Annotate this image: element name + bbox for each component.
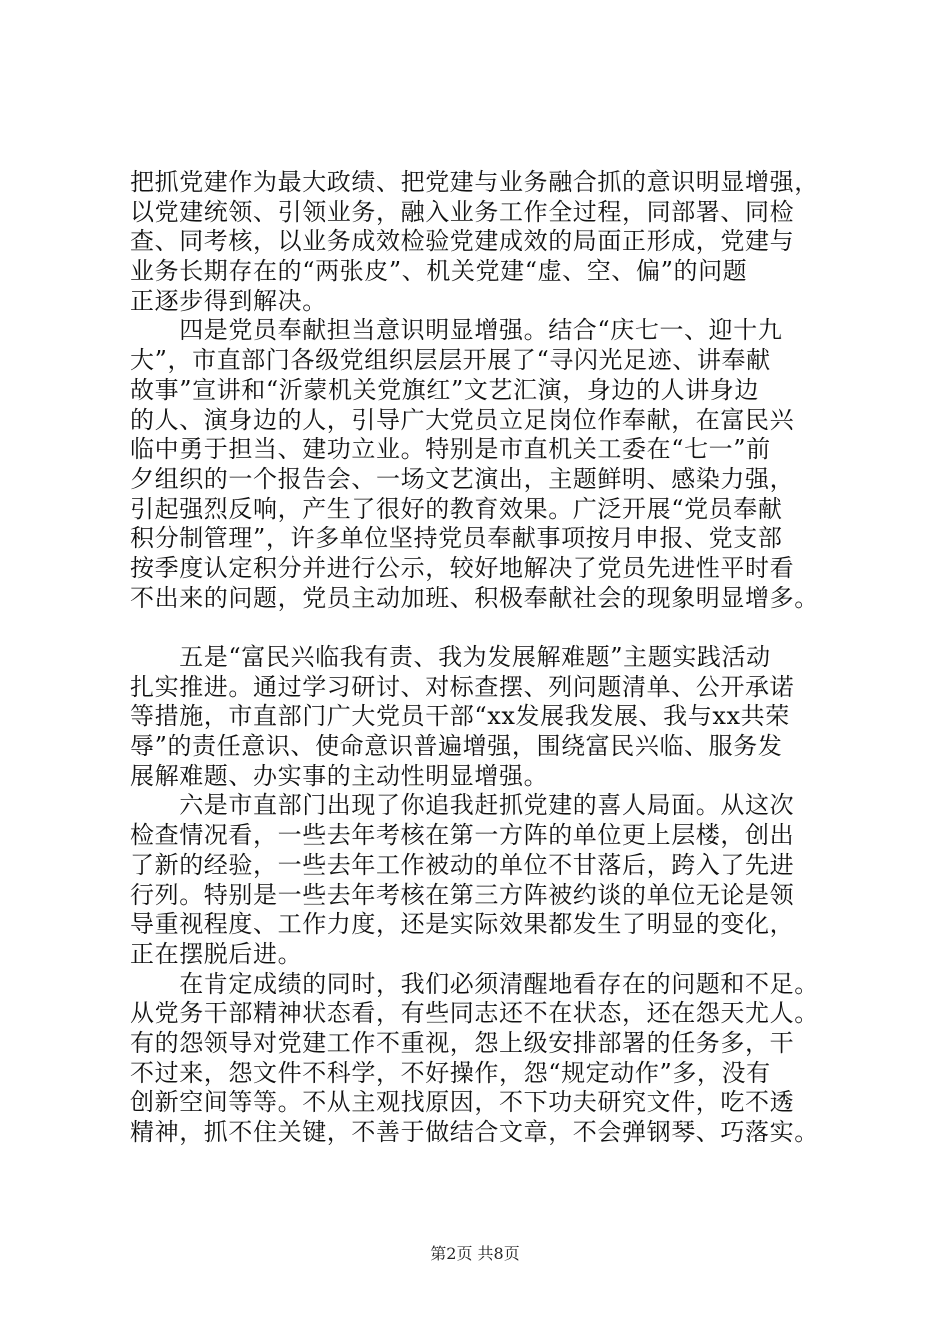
- text-line: 正逐步得到解决。: [130, 286, 327, 315]
- text-line: 夕组织的一个报告会、一场文艺演出，主题鲜明、感染力强，: [130, 464, 795, 493]
- text-line: 积分制管理”，许多单位坚持党员奉献事项按月申报、党支部: [130, 524, 783, 553]
- text-line: 检查情况看，一些去年考核在第一方阵的单位更上层楼，创出: [130, 821, 795, 850]
- text-line: 等措施，市直部门广大党员干部“xx发展我发展、我与xx共荣: [130, 702, 790, 731]
- text-line: 以党建统领、引领业务，融入业务工作全过程，同部署、同检: [130, 197, 795, 226]
- text-line: 正在摆脱后进。: [130, 939, 303, 968]
- text-line: 查、同考核，以业务成效检验党建成效的局面正形成，党建与: [130, 227, 795, 256]
- text-line: 从党务干部精神状态看，有些同志还不在状态，还在怨天尤人。: [130, 999, 819, 1028]
- text-line: 临中勇于担当、建功立业。特别是市直机关工委在“七一”前: [130, 435, 771, 464]
- text-line: 导重视程度、工作力度，还是实际效果都发生了明显的变化，: [130, 910, 795, 939]
- text-line: 五是“富民兴临我有责、我为发展解难题”主题实践活动: [130, 643, 771, 671]
- text-line: 不过来，怨文件不科学，不好操作，怨“规定动作”多，没有: [130, 1058, 771, 1087]
- text-line: 大”，市直部门各级党组织层层开展了“寻闪光足迹、讲奉献: [130, 346, 771, 375]
- text-line: 行列。特别是一些去年考核在第三方阵被约谈的单位无论是领: [130, 880, 795, 909]
- text-line: 有的怨领导对党建工作不重视，怨上级安排部署的任务多，干: [130, 1028, 795, 1057]
- text-line: 的人、演身边的人，引导广大党员立足岗位作奉献，在富民兴: [130, 405, 795, 434]
- text-line: 引起强烈反响，产生了很好的教育效果。广泛开展“党员奉献: [130, 494, 783, 523]
- text-line: 业务长期存在的“两张皮”、机关党建“虚、空、偏”的问题: [130, 257, 748, 286]
- text-line: 四是党员奉献担当意识明显增强。结合“庆七一、迎十九: [130, 316, 783, 345]
- text-line: 故事”宣讲和“沂蒙机关党旗红”文艺汇演，身边的人讲身边: [130, 375, 760, 404]
- text-line: 把抓党建作为最大政绩、把党建与业务融合抓的意识明显增强，: [130, 168, 819, 196]
- text-line: 了新的经验，一些去年工作被动的单位不甘落后，跨入了先进: [130, 850, 795, 879]
- text-line: 按季度认定积分并进行公示，较好地解决了党员先进性平时看: [130, 553, 795, 582]
- page-number: 第2页 共8页: [430, 1244, 520, 1263]
- text-line: 精神，抓不住关键，不善于做结合文章，不会弹钢琴、巧落实。: [130, 1118, 819, 1146]
- text-line: 在肯定成绩的同时，我们必须清醒地看存在的问题和不足。: [130, 969, 819, 998]
- text-line: 创新空间等等。不从主观找原因，不下功夫研究文件，吃不透: [130, 1088, 795, 1117]
- text-line: 不出来的问题，党员主动加班、积极奉献社会的现象明显增多。: [130, 583, 819, 612]
- text-line: 扎实推进。通过学习研讨、对标查摆、列问题清单、公开承诺: [130, 672, 795, 701]
- text-line: 六是市直部门出现了你追我赶抓党建的喜人局面。从这次: [130, 791, 795, 820]
- document-body: [130, 168, 850, 1148]
- text-line: 展解难题、办实事的主动性明显增强。: [130, 761, 549, 790]
- paragraph-gap: [130, 613, 850, 643]
- text-line: 辱”的责任意识、使命意识普遍增强，围绕富民兴临、服务发: [130, 732, 783, 761]
